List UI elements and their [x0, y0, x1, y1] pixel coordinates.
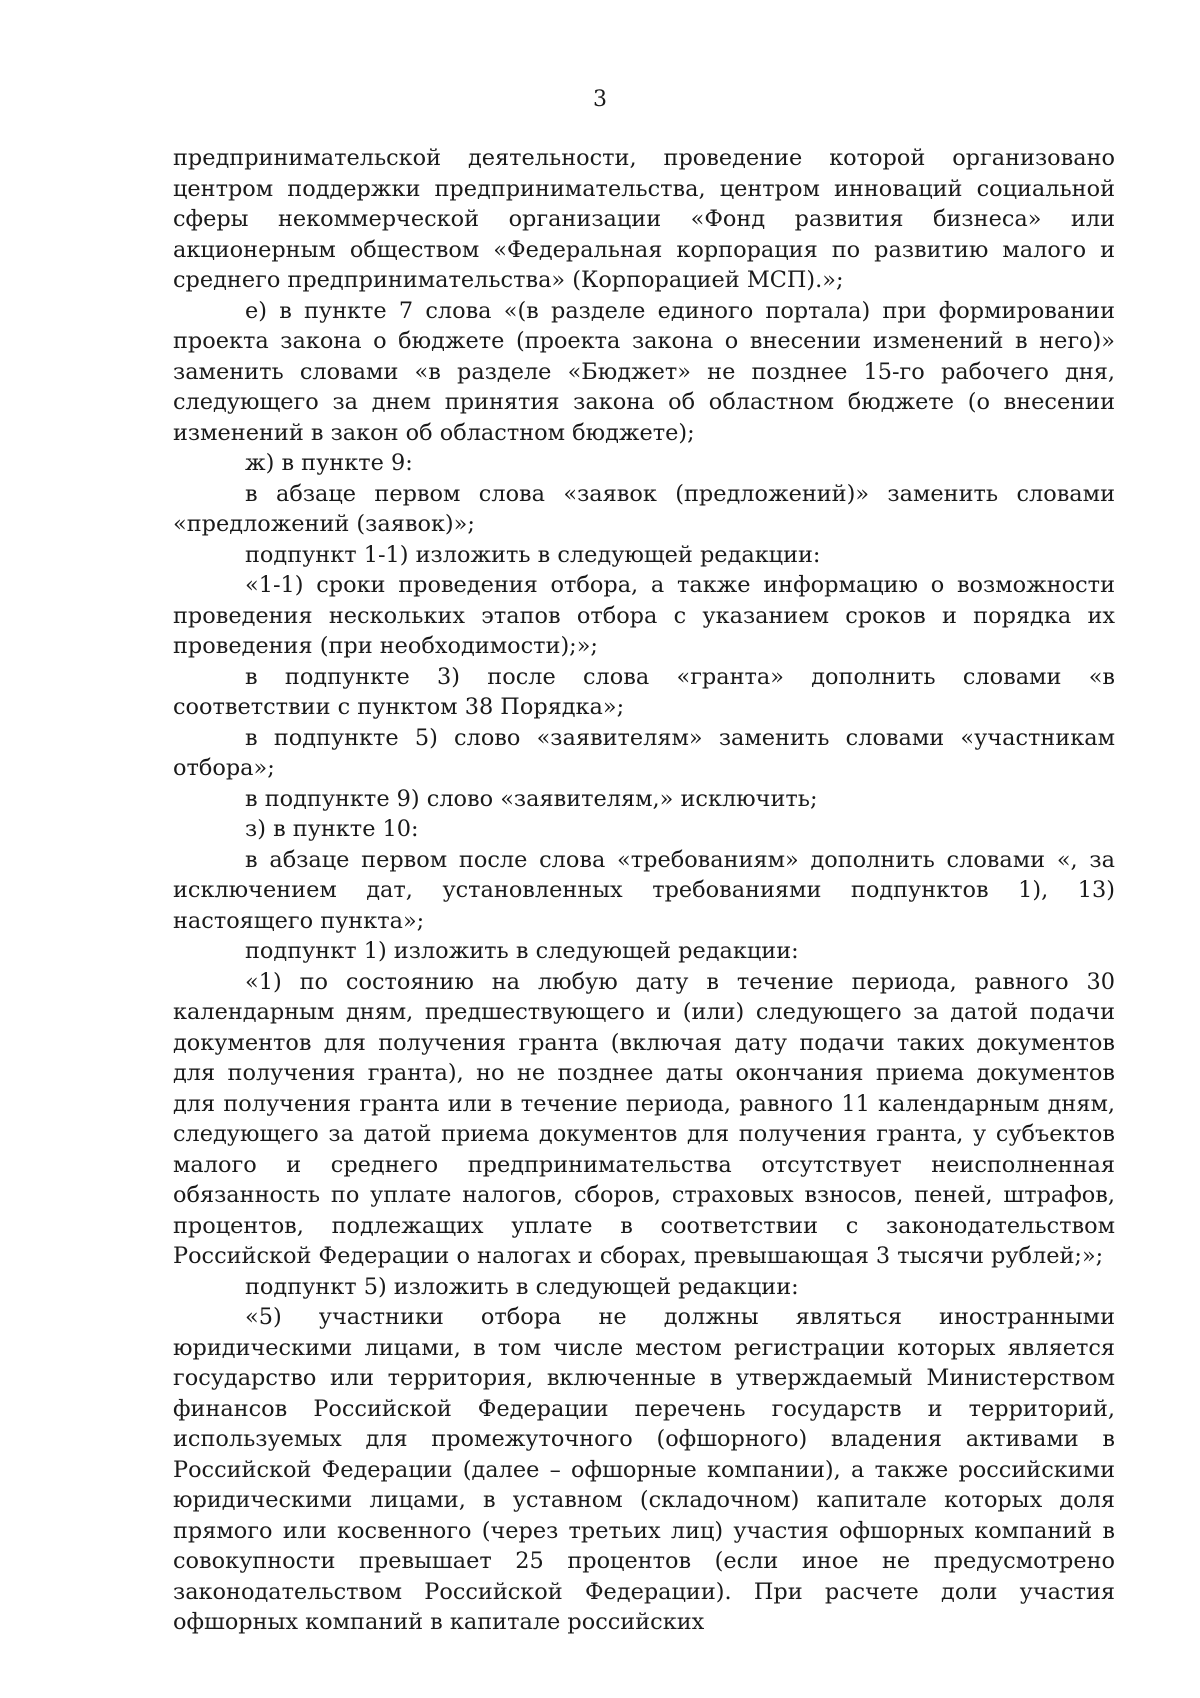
paragraph: е) в пункте 7 слова «(в разделе единого портала) при формировании проекта закона о бюджете (проекта закона о внесении изменений в него)» заменить словами «в разделе «Бюджет» не позднее 15-го рабочего дня, следующего за днем принятия закона об областном бюджете (о внесении изменений в закон об областном бюджете); — [173, 297, 1115, 446]
paragraph: подпункт 1) изложить в следующей редакции: — [245, 938, 799, 964]
paragraph: в подпункте 9) слово «заявителям,» исключить; — [245, 785, 818, 812]
page-number: 3 — [593, 87, 607, 112]
paragraph: «5) участники отбора не должны являться иностранными юридическими лицами, в том числе местом регистрации которых является государство или территория, включенные в утверждаемый Министерством финансов Российской Федерации перечень государств и территорий, используемых для промежуточного (офшорного) владения активами в Российской Федерации (далее – офшорные компании), а также российскими юридическими лицами, в уставном (складочном) капитале которых доля прямого или косвенного (через третьих лиц) участия офшорных компаний в совокупности превышает 25 процентов (если иное не предусмотрено законодательством Российской Федерации). При расчете доли участия офшорных компаний в капитале российских — [173, 1304, 1115, 1635]
paragraph: предпринимательской деятельности, проведение которой организовано центром поддержки предпринимательства, центром инноваций социальной сферы некоммерческой организации «Фонд развития бизнеса» или акционерным обществом «Федеральная корпорация по развитию малого и среднего предпринимательства» (Корпорацией МСП).»; — [173, 145, 1115, 293]
paragraph: в подпункте 5) слово «заявителям» заменить словами «участникам отбора»; — [173, 724, 1115, 781]
paragraph: ж) в пункте 9: — [245, 450, 413, 476]
document-body — [173, 143, 1115, 1638]
paragraph: подпункт 1-1) изложить в следующей редакции: — [245, 541, 821, 568]
paragraph: «1) по состоянию на любую дату в течение периода, равного 30 календарным дням, предшествующего и (или) следующего за датой подачи документов для получения гранта (включая дату подачи таких документов для получения гранта), но не позднее даты окончания приема документов для получения гранта или в течение периода, равного 11 календарным дням, следующего за датой приема документов для получения гранта, у субъектов малого и среднего предпринимательства отсутствует неисполненная обязанность по уплате налогов, сборов, страховых взносов, пеней, штрафов, процентов, подлежащих уплате в соответствии с законодательством Российской Федерации о налогах и сборах, превышающая 3 тысячи рублей;»; — [173, 968, 1115, 1269]
paragraph: «1-1) сроки проведения отбора, а также информацию о возможности проведения нескольких этапов отбора с указанием сроков и порядка их проведения (при необходимости);»; — [173, 572, 1115, 659]
paragraph: з) в пункте 10: — [245, 816, 419, 842]
paragraph: подпункт 5) изложить в следующей редакции: — [245, 1273, 799, 1300]
paragraph: в абзаце первом слова «заявок (предложений)» заменить словами «предложений (заявок)»; — [173, 480, 1115, 537]
paragraph: в абзаце первом после слова «требованиям» дополнить словами «, за исключением дат, установленных требованиями подпунктов 1), 13) настоящего пункта»; — [173, 846, 1115, 934]
paragraph: в подпункте 3) после слова «гранта» дополнить словами «в соответствии с пунктом 38 Порядка»; — [173, 663, 1115, 720]
